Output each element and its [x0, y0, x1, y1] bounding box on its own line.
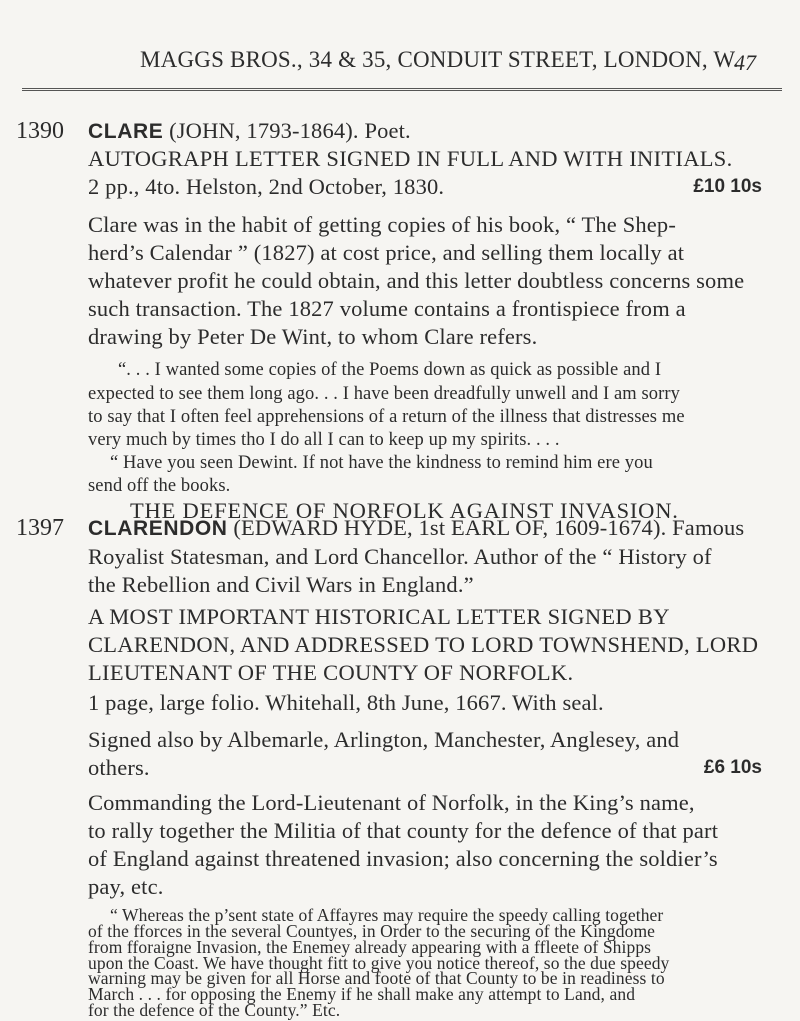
- lot-heading: [88, 515, 744, 541]
- lot-heading-rest: (EDWARD HYDE, 1st EARL OF, 1609-1674). Famous: [227, 515, 745, 540]
- lot-title-line: CLARENDON, AND ADDRESSED TO LORD TOWNSHEND, LORD: [88, 632, 759, 657]
- lot-name: CLARENDON: [88, 517, 228, 540]
- description-line: herd’s Calendar ” (1827) at cost price, and selling them locally at: [88, 240, 685, 265]
- description-line: of England against threatened invasion; also concerning the soldier’s: [88, 846, 718, 871]
- lot-details-line: 1 page, large folio. Whitehall, 8th June, 1667. With seal.: [88, 690, 604, 715]
- quote-line: for the defence of the County.” Etc.: [88, 1000, 341, 1020]
- quote-line: very much by times tho I do all I can to keep up my spirits. . . .: [88, 430, 560, 450]
- lot-title-line: A MOST IMPORTANT HISTORICAL LETTER SIGNED BY: [88, 604, 670, 629]
- quote-line: “. . . I wanted some copies of the Poems down as quick as possible and I: [118, 360, 662, 380]
- quote-line: from fforaigne Invasion, the Enemey already appearing with a ffleete of Shipps: [88, 936, 652, 957]
- description-line: whatever profit he could obtain, and this letter doubtless concerns some: [88, 268, 745, 293]
- quote-line: “ Have you seen Dewint. If not have the kindness to remind him ere you: [110, 453, 653, 473]
- page-header: [140, 47, 768, 87]
- dealer-address: MAGGS BROS., 34 & 35, CONDUIT STREET, LONDON, W.: [140, 47, 740, 72]
- lot-price: £10 10s: [693, 176, 762, 197]
- lot-heading-line: Royalist Statesman, and Lord Chancellor. Author of the “ History of: [88, 544, 712, 569]
- lot-title: AUTOGRAPH LETTER SIGNED IN FULL AND WITH INITIALS.: [88, 146, 733, 171]
- quote-line: March . . . for opposing the Enemy if he shall make any attempt to Land, and: [88, 984, 636, 1005]
- description-line: to rally together the Militia of that county for the defence of that part: [88, 818, 719, 843]
- quote-line: of the fforces in the several Countyes, in Order to the securing of the Kingdome: [88, 920, 656, 941]
- quote-line: upon the Coast. We have thought fitt to give you notice thereof, so the due speedy: [88, 952, 670, 973]
- lot-price: £6 10s: [703, 757, 762, 778]
- quote-line: to say that I often feel apprehensions of a return of the illness that distresses me: [88, 407, 685, 427]
- description-line: drawing by Peter De Wint, to whom Clare refers.: [88, 324, 538, 349]
- description-line: such transaction. The 1827 volume contains a frontispiece from a: [88, 296, 686, 321]
- quote-line: send off the books.: [88, 476, 231, 496]
- lot-heading: [88, 118, 411, 144]
- section-heading: THE DEFENCE OF NORFOLK AGAINST INVASION.: [130, 498, 679, 523]
- quote-line: expected to see them long ago. . . I have been dreadfully unwell and I am sorry: [88, 384, 680, 404]
- lot-heading-rest: (JOHN, 1793-1864). Poet.: [163, 118, 411, 143]
- description-line: Commanding the Lord-Lieutenant of Norfolk, in the King’s name,: [88, 790, 695, 815]
- lot-details-line: others.: [88, 755, 150, 780]
- description-line: Clare was in the habit of getting copies of his book, “ The Shep-: [88, 212, 676, 237]
- lot-details: 2 pp., 4to. Helston, 2nd October, 1830.: [88, 174, 445, 199]
- quote-line: warning may be given for all Horse and foote of that County to be in readiness to: [88, 968, 665, 989]
- lot-number: 1397: [16, 515, 64, 541]
- lot-name: CLARE: [88, 120, 164, 143]
- lot-title-line: LIEUTENANT OF THE COUNTY OF NORFOLK.: [88, 660, 574, 685]
- description-line: pay, etc.: [88, 874, 164, 899]
- lot-heading-line: the Rebellion and Civil Wars in England.”: [88, 572, 474, 597]
- quote-line: “ Whereas the p’sent state of Affayres may require the speedy calling together: [110, 905, 664, 925]
- header-rule: [22, 88, 782, 91]
- page-number: 47: [734, 50, 756, 75]
- lot-details-line: Signed also by Albemarle, Arlington, Manchester, Anglesey, and: [88, 727, 680, 752]
- lot-number: 1390: [16, 118, 64, 144]
